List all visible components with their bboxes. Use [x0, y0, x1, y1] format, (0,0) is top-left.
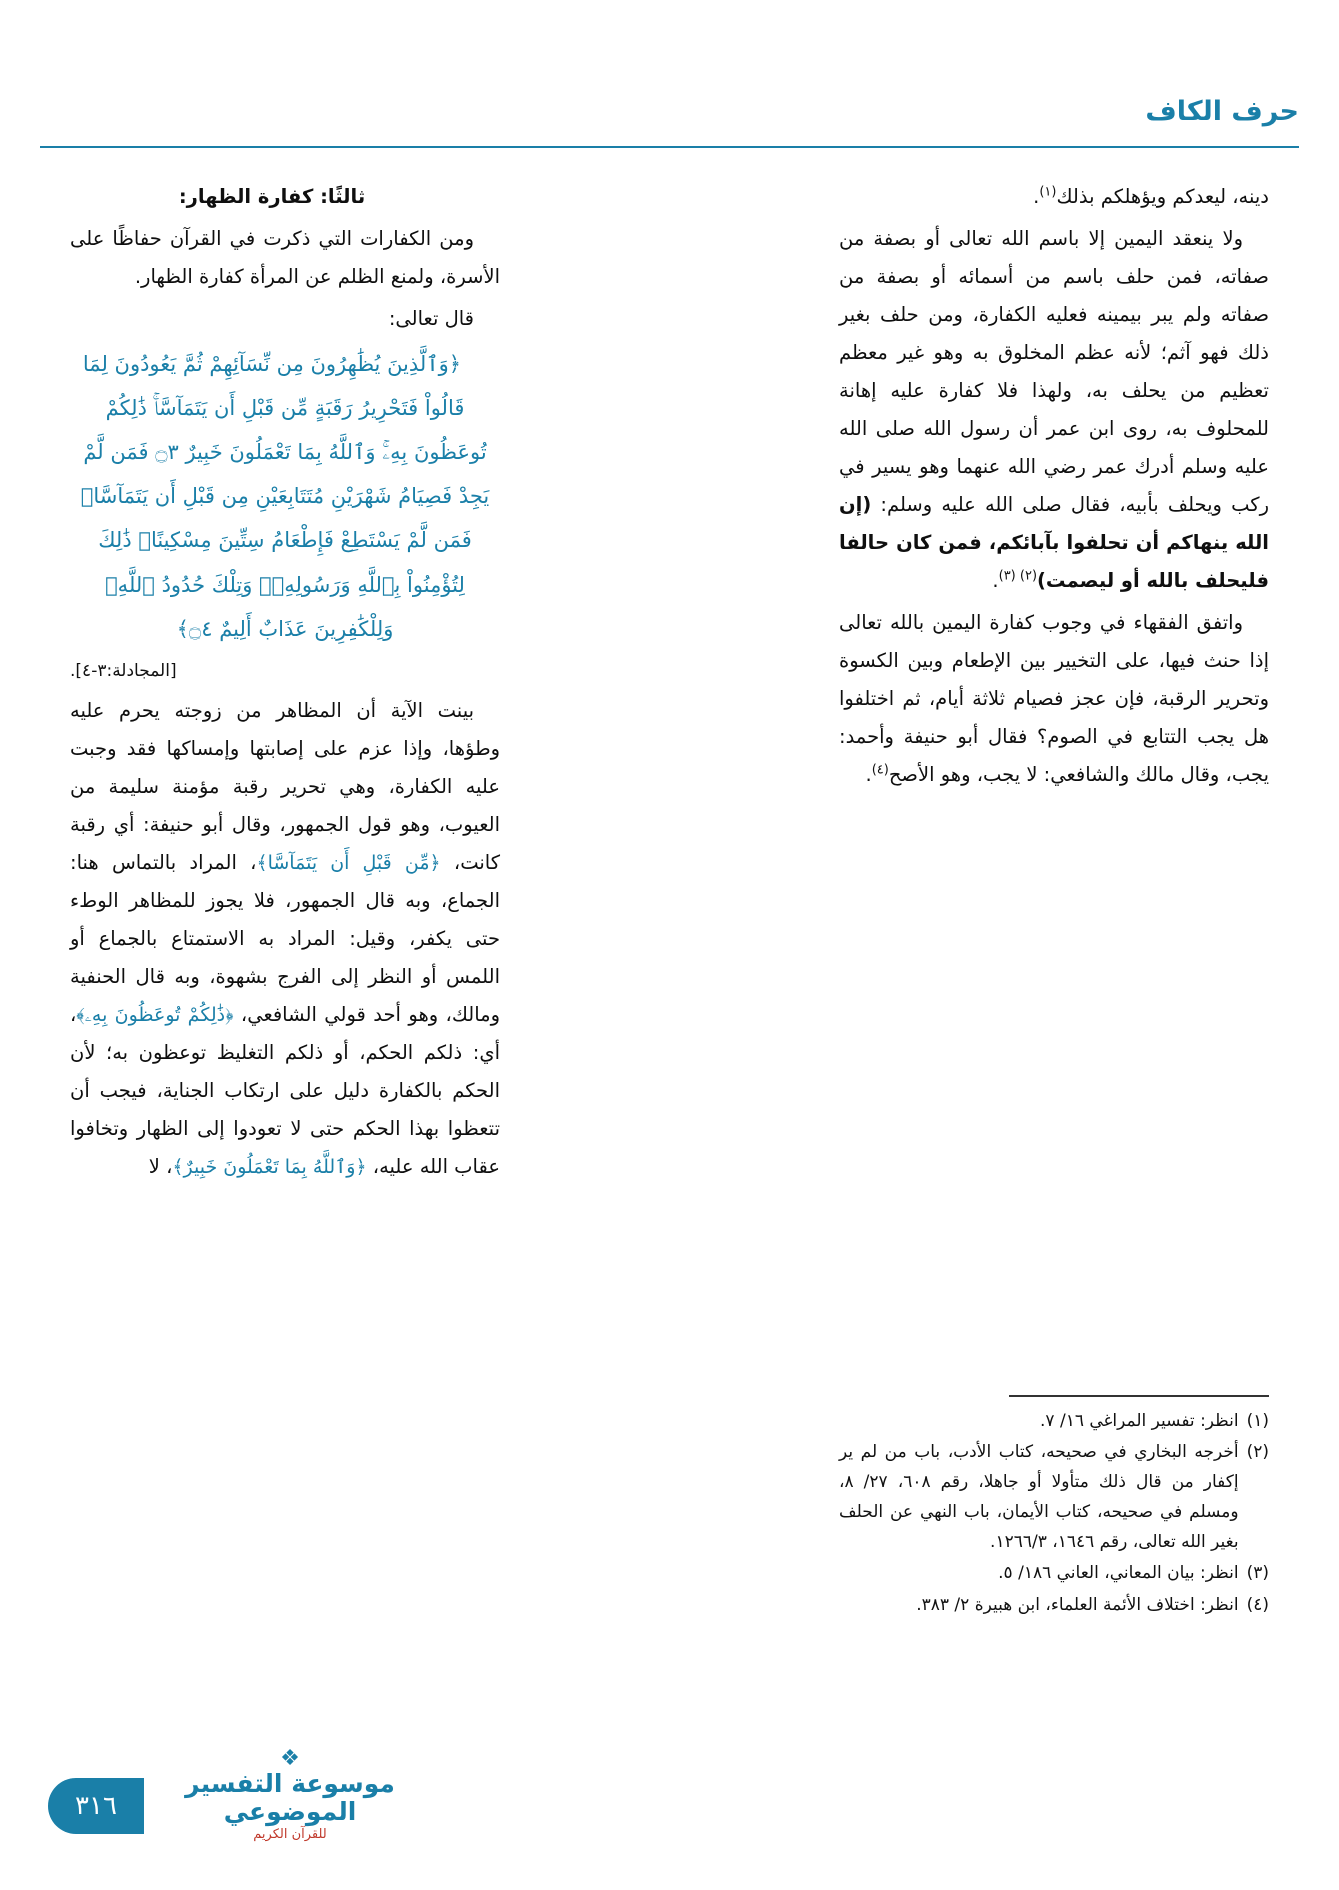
- footnote-item: [839, 1407, 1269, 1437]
- footnote-marker: (٢) (٣): [998, 568, 1038, 584]
- paragraph-tail: .: [992, 569, 999, 593]
- ornament-icon: ❖: [280, 1746, 300, 1771]
- footnote-item: [839, 1591, 1269, 1621]
- footnote-text: انظر: تفسير المراغي ١٦/ ٧.: [1040, 1410, 1239, 1431]
- left-text-column: [70, 178, 500, 1190]
- footnote-item: [839, 1559, 1269, 1589]
- logo-subtitle: للقرآن الكريم: [253, 1827, 327, 1842]
- footnote-marker: (١): [1039, 184, 1057, 200]
- paragraph: [839, 178, 1269, 216]
- header-title: حرف الكاف: [1145, 96, 1299, 127]
- right-text-column: [839, 178, 1269, 798]
- page-header: [40, 96, 1299, 156]
- page-footer: [0, 1746, 1339, 1848]
- hadith-text: (إن الله ينهاكم أن تحلفوا بآبائكم، فمن كان حالفا فليحلف بالله أو ليصمت): [839, 493, 1269, 593]
- paragraph: [839, 220, 1269, 600]
- verse-reference: [المجادلة:٣-٤].: [70, 660, 177, 681]
- section-heading: ثالثًا: كفارة الظهار:: [178, 185, 366, 208]
- paragraph-text: ، أي: ذلكم الحكم، أو ذلكم التغليظ توعظون به؛ لأن الحكم بالكفارة دليل على ارتكاب الجناية، فيجب أن تتعظوا بهذا الحكم حتى لا تعودوا إلى الظهار وتخافوا عقاب الله عليه،: [70, 1003, 500, 1179]
- paragraph: [839, 604, 1269, 794]
- footnote-text: أخرجه البخاري في صحيحه، كتاب الأدب، باب من لم ير إكفار من قال ذلك متأولا أو جاهلا، رقم ٦٠٨، ٢٧/ ٨، ومسلم في صحيحه، كتاب الأيمان، باب النهي عن الحلف بغير الله تعالى، رقم ١٦٤٦، ١٢٦٦/٣.: [839, 1442, 1239, 1552]
- publisher-logo: [170, 1748, 410, 1842]
- paragraph-text: بينت الآية أن المظاهر من زوجته يحرم عليه وطؤها، وإذا عزم على إصابتها وإمساكها فقد وجبت عليه الكفارة، وهي تحرير رقبة مؤمنة سليمة من العيوب، وهو قول الجمهور، وقال أبو حنيفة: أي رقبة كانت،: [70, 698, 500, 874]
- logo-title: موسوعة التفسير الموضوعي: [185, 1769, 395, 1826]
- paragraph-text: قال تعالى:: [388, 307, 474, 331]
- paragraph-tail: .: [1033, 185, 1040, 208]
- footnote-item: [839, 1438, 1269, 1557]
- footnote-text: انظر: اختلاف الأئمة العلماء، ابن هبيرة ٢/ ٣٨٣.: [916, 1595, 1239, 1616]
- header-divider: [40, 146, 1299, 148]
- paragraph-text: ، لا: [148, 1155, 173, 1179]
- footnote-number: (٢): [1246, 1442, 1269, 1463]
- paragraph: [70, 220, 500, 296]
- paragraph-text: ومن الكفارات التي ذكرت في القرآن حفاظًا على الأسرة، ولمنع الظلم عن المرأة كفارة الظهار.: [70, 227, 500, 289]
- footnote-marker: (٤): [871, 762, 889, 778]
- footnote-number: (٤): [1246, 1595, 1269, 1616]
- page-number-badge: ٣١٦: [48, 1778, 144, 1834]
- footnotes-section: [839, 1395, 1269, 1623]
- quran-inline: ﴿ذَٰلِكُمْ تُوعَظُونَ بِهِۦ﴾: [76, 1004, 234, 1027]
- quran-inline: ﴿مِّن قَبْلِ أَن يَتَمَآسَّا﴾: [256, 851, 441, 874]
- paragraph: [70, 692, 500, 1186]
- footnote-number: (٣): [1246, 1563, 1269, 1584]
- paragraph-text: دينه، ليعدكم ويؤهلكم بذلك: [1056, 185, 1269, 208]
- footnote-number: (١): [1246, 1410, 1269, 1431]
- paragraph-text: ، المراد بالتماس هنا: الجماع، وبه قال الجمهور، فلا يجوز للمظاهر الوطء حتى يكفر، وقيل: المراد به الاستمتاع بالجماع أو اللمس أو النظر إلى الفرج بشهوة، وبه قال الحنفية ومالك، وهو أحد قولي الشافعي،: [70, 850, 501, 1027]
- paragraph: [70, 300, 500, 338]
- footnote-text: انظر: بيان المعاني، العاني ١٨٦/ ٥.: [998, 1563, 1239, 1584]
- quran-inline: ﴿وَٱللَّهُ بِمَا تَعْمَلُونَ خَبِيرٌ﴾: [172, 1156, 367, 1179]
- paragraph-tail: .: [865, 763, 872, 787]
- paragraph-text: واتفق الفقهاء في وجوب كفارة اليمين بالله تعالى إذا حنث فيها، على التخيير بين الإطعام وبين الكسوة وتحرير الرقبة، فإن عجز فصيام ثلاثة أيام، ثم اختلفوا هل يجب التتابع في الصوم؟ فقال أبو حنيفة وأحمد: يجب، وقال مالك والشافعي: لا يجب، وهو الأصح: [839, 611, 1269, 787]
- quran-verse: ﴿وَٱلَّذِينَ يُظَٰهِرُونَ مِن نِّسَآئِهِمْ ثُمَّ يَعُودُونَ لِمَا قَالُواْ فَتَحْرِيرُ رَقَبَةٍ مِّن قَبْلِ أَن يَتَمَآسَّاۚ ذَٰلِكُمْ تُوعَظُونَ بِهِۦۚ وَٱللَّهُ بِمَا تَعْمَلُونَ خَبِيرٌ ۝٣ فَمَن لَّمْ يَجِدْ فَصِيَامُ شَهْرَيْنِ مُتَتَابِعَيْنِ مِن قَبْلِ أَن يَتَمَآسَّاۖ فَمَن لَّمْ يَسْتَطِعْ فَإِطْعَامُ سِتِّينَ مِسْكِينًاۚ ذَٰلِكَ لِتُؤْمِنُواْ بِٱللَّهِ وَرَسُولِهِۦۚ وَتِلْكَ حُدُودُ ٱللَّهِۗ وَلِلْكَٰفِرِينَ عَذَابٌ أَلِيمٌ ۝٤﴾: [80, 352, 490, 641]
- paragraph-text: ولا ينعقد اليمين إلا باسم الله تعالى أو بصفة من صفاته، فمن حلف باسم من أسمائه أو بصفة من صفاته ولم يبر بيمينه فعليه الكفارة، ومن حلف بغير ذلك فهو آثم؛ لأنه عظم المخلوق به وهو غير معظم تعظيم من يحلف به، ولهذا فلا كفارة عليه إهانة للمحلوف به، روى ابن عمر أن رسول الله صلى الله عليه وسلم أدرك عمر رضي الله عنهما وهو يسير في ركب ويحلف بأبيه، فقال صلى الله عليه وسلم:: [839, 227, 1269, 517]
- footnotes-divider: [1009, 1395, 1269, 1397]
